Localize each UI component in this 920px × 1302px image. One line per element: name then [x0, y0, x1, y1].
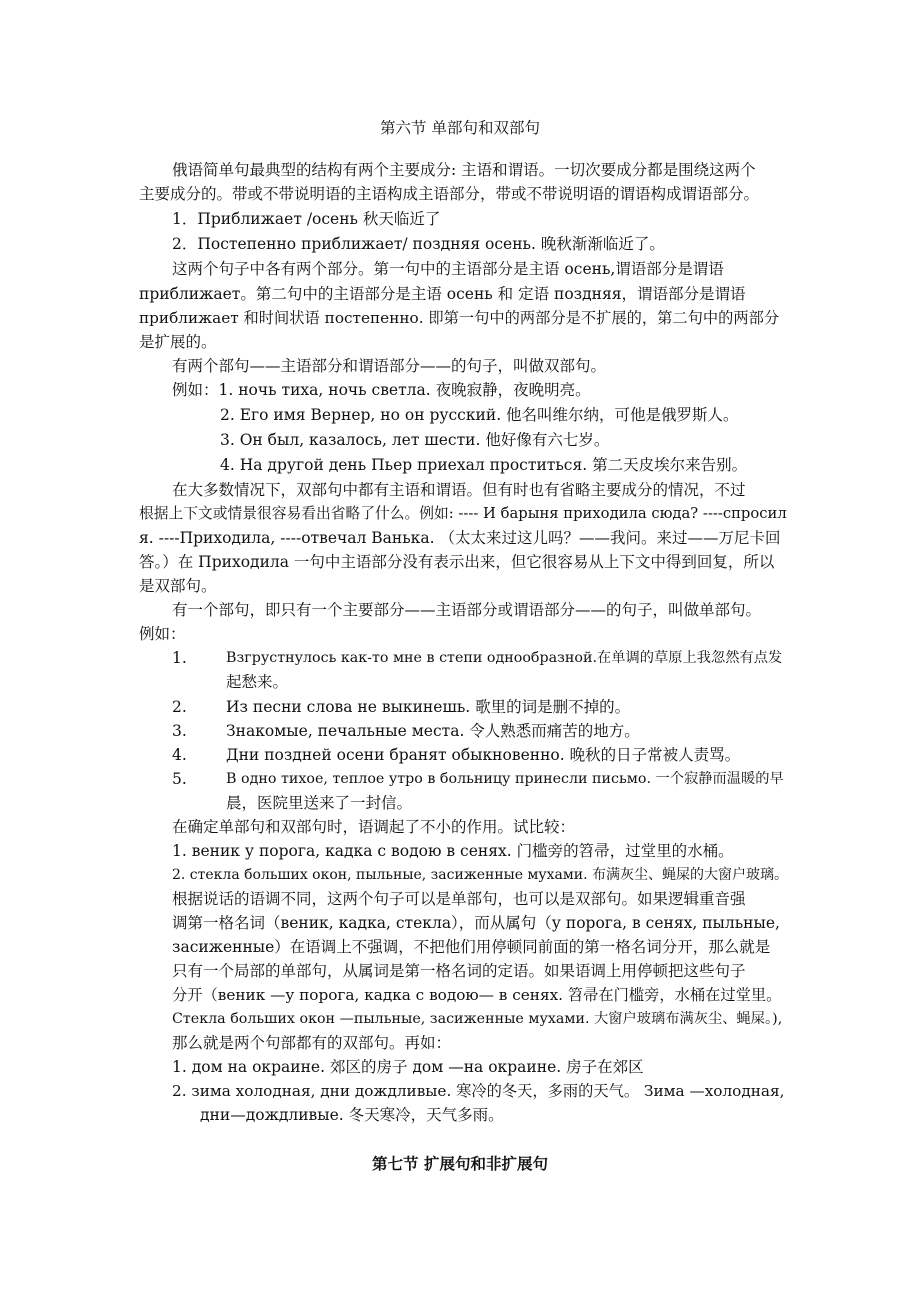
list-item: Знакомые, печальные места. 令人熟悉而痛苦的地方。 [226, 722, 640, 740]
explain-a-3: приближает 和时间状语 постепенно. 即第一句中的两部分是不扩展的，第二句中的两部分 [139, 309, 780, 327]
example-b-4: 4. На другой день Пьер приехал проститься. 第二天皮埃尔来告别。 [220, 456, 748, 474]
final-item-2: 2. зима холодная, дни дождливые. 寒冷的冬天，多雨的天气。 Зима —холодная, [172, 1082, 785, 1100]
explain-c-6: Стекла больших окон —пыльные, засиженные мухами. 大窗户玻璃布满灰尘、蝇屎。), [172, 1011, 783, 1027]
list-item: Дни поздней осени бранят обыкновенно. 晚秋的日子常被人责骂。 [226, 746, 741, 764]
explain-c-1: 根据说话的语调不同，这两个句子可以是单部句，也可以是双部句。如果逻辑重音强 [172, 890, 746, 908]
explain-b-4: 答。）在 Приходила 一句中主语部分没有表示出来，但它很容易从上下文中得到回复，所以 [139, 553, 775, 571]
section-7-title: 第七节 扩展句和非扩展句 [372, 1154, 548, 1173]
explain-c-7: 那么就是两个句部都有的双部句。再如： [172, 1034, 452, 1052]
explain-b-1: 在大多数情况下，双部句中都有主语和谓语。但有时也有省略主要成分的情况，不过 [172, 481, 746, 499]
explain-b-3: я. ----Приходила, ----отвечал Ванька. （太太来过这儿吗？——我问。来过——万尼卡回 [139, 529, 781, 547]
definition-one-part: 有一个部句，即只有一个主要部分——主语部分或谓语部分——的句子，叫做单部句。 [172, 601, 762, 619]
explain-c-5: 分开（веник —у порога, кадка с водою— в сенях. 笤帚在门槛旁，水桶在过堂里。 [172, 986, 782, 1004]
explain-b-2: 根据上下文或情景很容易看出省略了什么。例如: ---- И барыня приходила сюда? ----спросил [139, 505, 787, 522]
list-number: 1. [172, 649, 187, 667]
explain-b-5: 是双部句。 [139, 577, 217, 595]
explain-a-2: приближает。第二句中的主语部分是主语 осень 和 定语 поздняя，谓语部分是谓语 [139, 285, 746, 303]
final-item-2-cont: дни—дождливые. 冬天寒冷，天气多雨。 [200, 1106, 504, 1124]
example-a-2: 2．Постепенно приближает/ поздняя осень. 晚秋渐渐临近了。 [172, 235, 665, 253]
list-item: В одно тихое, теплое утро в больницу принесли письмо. 一个寂静而温暖的早 [226, 771, 784, 787]
list-number: 2. [172, 698, 187, 716]
example-b-1: 例如：1. ночь тиха, ночь светла. 夜晚寂静，夜晚明亮。 [172, 381, 591, 399]
example-b-2: 2. Его имя Вернер, но он русский. 他名叫维尔纳，可他是俄罗斯人。 [220, 406, 739, 424]
example-b-3: 3. Он был, казалось, лет шести. 他好像有六七岁。 [220, 431, 610, 449]
explain-c-4: 只有一个局部的单部句，从属词是第一格名词的定语。如果语调上用停顿把这些句子 [172, 962, 746, 980]
definition-one-part-2: 例如： [139, 625, 186, 643]
example-a-1: 1．Приближает /осень 秋天临近了 [172, 210, 441, 228]
list-item-cont: 晨，医院里送来了一封信。 [226, 794, 413, 812]
list-item: Из песни слова не выкинешь. 歌里的词是删不掉的。 [226, 698, 631, 716]
list-item-cont: 起愁来。 [226, 673, 289, 691]
list-item: Взгрустнулось как-то мне в степи однообразной.在单调的草原上我忽然有点发 [226, 650, 783, 666]
explain-a-4: 是扩展的。 [139, 333, 217, 351]
intro-line-2: 主要成分的。带或不带说明语的主语构成主语部分，带或不带说明语的谓语构成谓语部分。 [139, 185, 760, 203]
list-number: 3. [172, 722, 187, 740]
compare-item-1: 1. веник у порога, кадка с водою в сенях. 门槛旁的笤帚，过堂里的水桶。 [172, 842, 734, 860]
definition-two-part: 有两个部句——主语部分和谓语部分——的句子，叫做双部句。 [172, 357, 607, 375]
final-item-1: 1. дом на окраине. 郊区的房子 дом —на окраине. 房子在郊区 [172, 1058, 644, 1076]
explain-a-1: 这两个句子中各有两个部分。第一句中的主语部分是主语 осень,谓语部分是谓语 [172, 260, 724, 278]
explain-c-2: 调第一格名词（веник, кадка, стекла），而从属句（у порога, в сенях, пыльные, [172, 914, 780, 932]
list-number: 5. [172, 770, 187, 788]
list-number: 4. [172, 746, 187, 764]
explain-c-3: засиженные）在语调上不强调，不把他们用停顿同前面的第一格名词分开，那么就是 [172, 938, 771, 956]
section-6-title: 第六节 单部句和双部句 [380, 119, 540, 137]
compare-item-2: 2. стекла больших окон, пыльные, засиженные мухами. 布满灰尘、蝇屎的大窗户玻璃。 [172, 867, 789, 883]
intro-line-1: 俄语简单句最典型的结构有两个主要成分: 主语和谓语。一切次要成分都是围绕这两个 [172, 161, 756, 179]
compare-intro: 在确定单部句和双部句时，语调起了不小的作用。试比较： [172, 818, 576, 836]
